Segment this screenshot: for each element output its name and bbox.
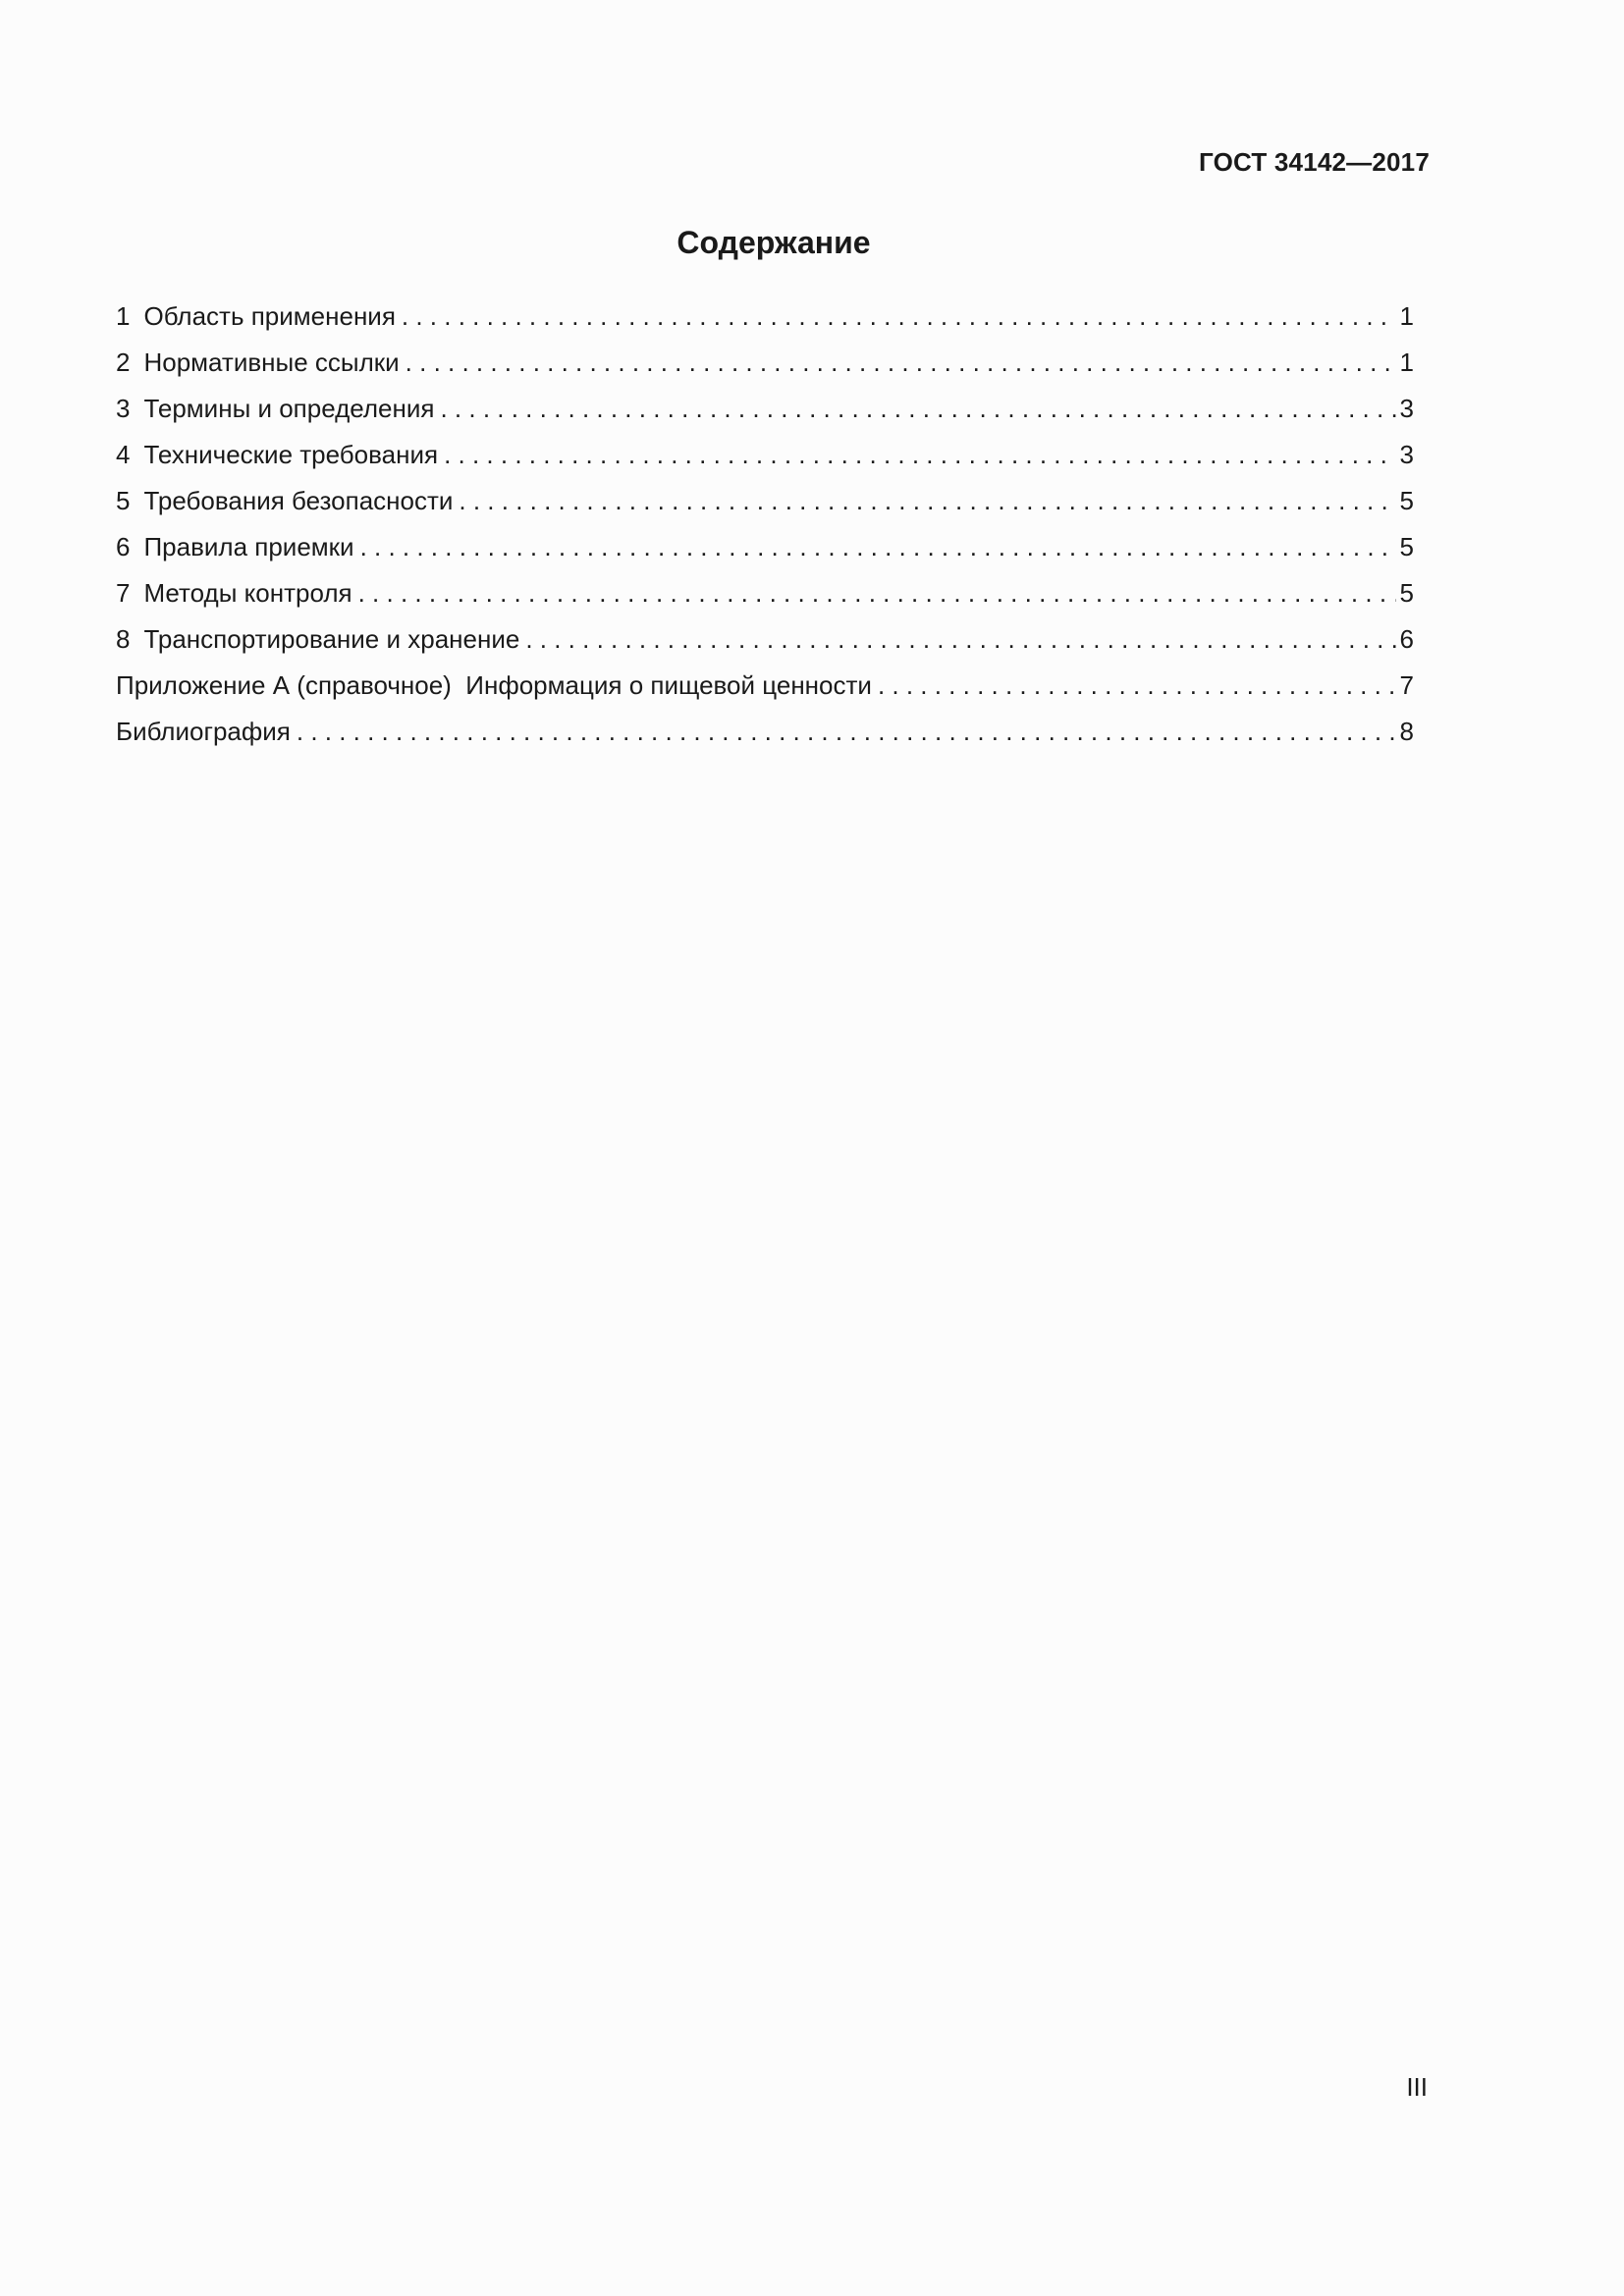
toc-dot-leader bbox=[525, 620, 1395, 658]
toc-dot-leader bbox=[358, 574, 1396, 612]
table-of-contents bbox=[116, 297, 1414, 759]
toc-entry-page: 8 bbox=[1399, 717, 1414, 746]
toc-dot-leader bbox=[444, 436, 1395, 473]
toc-entry-label: Правила приемки bbox=[143, 532, 354, 561]
toc-entry-number: 2 bbox=[116, 347, 131, 377]
toc-dot-leader bbox=[297, 713, 1396, 750]
toc-entry-bibliography[interactable] bbox=[116, 713, 1414, 759]
toc-entry[interactable] bbox=[116, 620, 1414, 667]
toc-entry[interactable] bbox=[116, 528, 1414, 574]
toc-entry-page: 3 bbox=[1399, 440, 1414, 469]
toc-entry-page: 5 bbox=[1399, 532, 1414, 561]
toc-entry-page: 5 bbox=[1399, 578, 1414, 608]
toc-entry-label: Приложение А (справочное) Информация о пищевой ценности bbox=[116, 670, 872, 700]
toc-entry[interactable] bbox=[116, 436, 1414, 482]
toc-entry-number: 5 bbox=[116, 486, 131, 515]
toc-entry-number: 7 bbox=[116, 578, 131, 608]
toc-entry[interactable] bbox=[116, 297, 1414, 344]
toc-entry-label: Термины и определения bbox=[143, 394, 435, 423]
toc-entry-appendix[interactable] bbox=[116, 667, 1414, 713]
toc-dot-leader bbox=[406, 344, 1396, 381]
toc-dot-leader bbox=[402, 297, 1396, 335]
toc-entry[interactable] bbox=[116, 482, 1414, 528]
toc-entry[interactable] bbox=[116, 390, 1414, 436]
toc-entry[interactable] bbox=[116, 344, 1414, 390]
toc-entry-page: 5 bbox=[1399, 486, 1414, 515]
toc-dot-leader bbox=[878, 667, 1396, 704]
toc-entry-label: Нормативные ссылки bbox=[143, 347, 400, 377]
toc-entry-page: 7 bbox=[1399, 670, 1414, 700]
toc-dot-leader bbox=[459, 482, 1395, 519]
toc-entry-label: Технические требования bbox=[143, 440, 439, 469]
toc-entry-number: 1 bbox=[116, 301, 131, 331]
page-number: III bbox=[1406, 2072, 1428, 2102]
toc-entry-number: 6 bbox=[116, 532, 131, 561]
toc-entry-page: 1 bbox=[1399, 347, 1414, 377]
toc-entry-label: Область применения bbox=[143, 301, 396, 331]
toc-entry-label: Методы контроля bbox=[143, 578, 352, 608]
toc-entry-label: Транспортирование и хранение bbox=[143, 624, 520, 654]
toc-entry-number: 4 bbox=[116, 440, 131, 469]
toc-entry-page: 3 bbox=[1399, 394, 1414, 423]
document-code: ГОСТ 34142—2017 bbox=[1199, 147, 1430, 177]
toc-title: Содержание bbox=[677, 225, 871, 260]
toc-dot-leader bbox=[440, 390, 1395, 427]
toc-entry-page: 1 bbox=[1399, 301, 1414, 331]
toc-entry[interactable] bbox=[116, 574, 1414, 620]
toc-entry-label: Библиография bbox=[116, 717, 291, 746]
toc-dot-leader bbox=[360, 528, 1396, 565]
toc-entry-page: 6 bbox=[1399, 624, 1414, 654]
toc-entry-number: 8 bbox=[116, 624, 131, 654]
toc-entry-label: Требования безопасности bbox=[143, 486, 454, 515]
toc-entry-number: 3 bbox=[116, 394, 131, 423]
